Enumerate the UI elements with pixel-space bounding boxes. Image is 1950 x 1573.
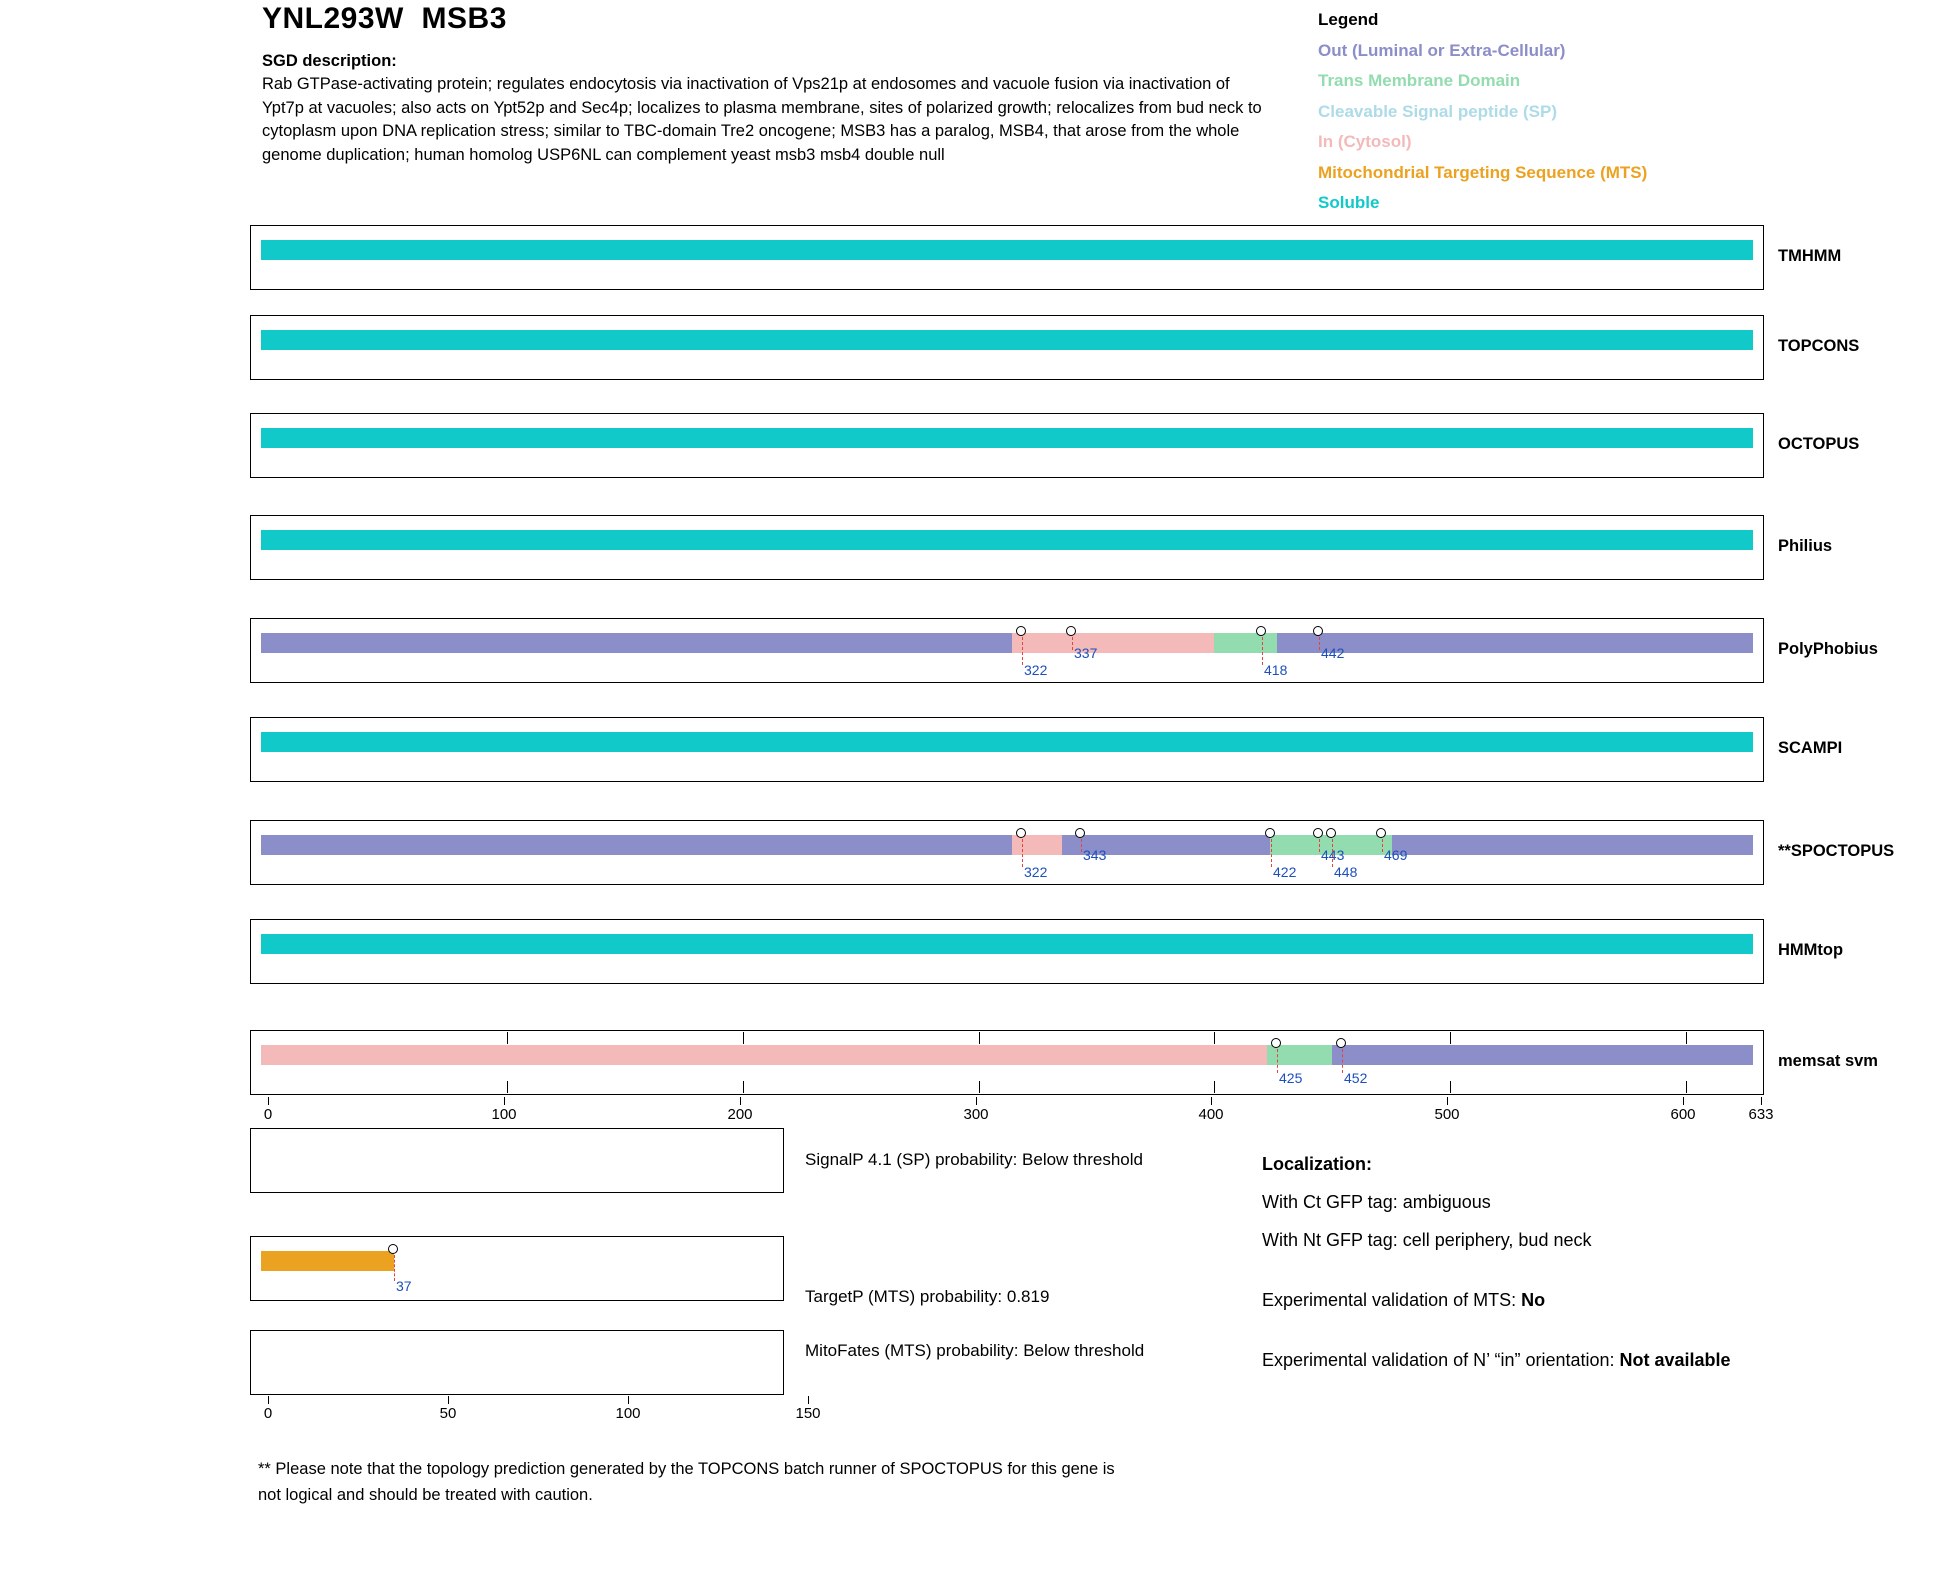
page-title: YNL293W MSB3 [262, 2, 507, 35]
track-philius [250, 515, 1764, 580]
legend [1318, 5, 1647, 219]
track-label-memsat-svm: memsat svm [1778, 1052, 1878, 1070]
track-hmmtop [250, 919, 1764, 984]
segment-out [1392, 835, 1753, 855]
mts-validation-value: No [1521, 1290, 1546, 1310]
marker-circle-icon [1313, 828, 1323, 838]
marker-label: 425 [1279, 1070, 1303, 1086]
segment-out [1332, 1045, 1753, 1065]
track-polyphobius [250, 618, 1764, 683]
axis-tick-label: 400 [1198, 1106, 1224, 1123]
axis-tick-label: 0 [263, 1106, 273, 1123]
segment-out [261, 633, 1012, 653]
marker-dash-icon [1022, 839, 1023, 867]
legend-item-in-cytosol: In (Cytosol) [1318, 132, 1412, 151]
marker-label: 448 [1334, 864, 1358, 880]
axis-inner-tick [1686, 1032, 1687, 1044]
marker-circle-icon [388, 1244, 398, 1254]
localization-ct-tag: With Ct GFP tag: ambiguous [1262, 1192, 1491, 1212]
axis-inner-tick [507, 1081, 508, 1093]
axis-tick [268, 1097, 269, 1105]
marker-label: 343 [1083, 847, 1107, 863]
axis-tick-label: 50 [439, 1405, 457, 1422]
marker-circle-icon [1075, 828, 1085, 838]
axis-tick [1211, 1097, 1212, 1105]
marker-dash-icon [1271, 839, 1272, 867]
residue-axis [250, 1097, 1774, 1127]
segment-in [1012, 633, 1214, 653]
axis-inner-tick [743, 1081, 744, 1093]
marker-label: 422 [1273, 864, 1297, 880]
soluble-bar [261, 934, 1753, 954]
axis-inner-tick [979, 1081, 980, 1093]
segment-transmembrane [1214, 633, 1277, 653]
marker-dash-icon [1382, 839, 1383, 852]
spoctopus-footnote: ** Please note that the topology prediction generated by the TOPCONS batch runner of SPOCTOPUS for this gene is not logical and should be treated with caution. [258, 1460, 1115, 1504]
axis-inner-tick [1686, 1081, 1687, 1093]
orientation-validation-value: Not available [1619, 1350, 1731, 1370]
axis-inner-tick [1214, 1081, 1215, 1093]
localization-title: Localization: [1262, 1154, 1373, 1174]
marker-circle-icon [1271, 1038, 1281, 1048]
mts-validation-label: Experimental validation of MTS: [1262, 1290, 1522, 1310]
axis-tick-label: 100 [615, 1405, 641, 1422]
marker-label: 442 [1321, 645, 1345, 661]
spacer [1262, 1319, 1882, 1341]
legend-title: Legend [1318, 10, 1379, 29]
marker-dash-icon [1081, 839, 1082, 852]
axis-tick-label: 200 [727, 1106, 753, 1123]
track-label-polyphobius: PolyPhobius [1778, 640, 1878, 658]
legend-item-mts: Mitochondrial Targeting Sequence (MTS) [1318, 162, 1648, 182]
soluble-bar [261, 240, 1753, 260]
marker-label: 469 [1384, 847, 1408, 863]
targetp-track [250, 1236, 784, 1301]
marker-circle-icon [1256, 626, 1266, 636]
marker-dash-icon [1277, 1049, 1278, 1073]
marker-label: 337 [1074, 645, 1098, 661]
marker-dash-icon [1319, 637, 1320, 650]
localization-panel [1262, 1145, 1882, 1379]
axis-inner-tick [743, 1032, 744, 1044]
legend-item-soluble: Soluble [1318, 193, 1380, 212]
segment-out [1277, 633, 1753, 653]
axis-tick-label: 633 [1748, 1106, 1774, 1123]
axis-tick [268, 1396, 269, 1404]
marker-dash-icon [1022, 637, 1023, 665]
marker-dash-icon [1262, 637, 1263, 665]
track-scampi [250, 717, 1764, 782]
axis-tick [1761, 1097, 1762, 1105]
localization-nt-tag: With Nt GFP tag: cell periphery, bud neck [1262, 1230, 1592, 1250]
targetp-probability-text: TargetP (MTS) probability: 0.819 [805, 1287, 1050, 1306]
axis-tick [808, 1396, 809, 1404]
marker-circle-icon [1376, 828, 1386, 838]
axis-inner-tick [507, 1032, 508, 1044]
marker-label: 322 [1024, 662, 1048, 678]
sgd-description-text: Rab GTPase-activating protein; regulates endocytosis via inactivation of Vps21p at endosomes and vacuole fusion via inactivation of Ypt7p at vacuoles; also acts on Ypt52p and Sec4p; localizes to plasma membrane, sites of polarized growth; relocalizes from bud neck to cytoplasm upon DNA replication stress; similar to TBC-domain Tre2 oncogene; MSB3 has a paralog, MSB4, that arose from the whole genome duplication; human homolog USP6NL can complement yeast msb3 msb4 double null [262, 75, 1262, 164]
marker-circle-icon [1336, 1038, 1346, 1048]
mitofates-track [250, 1330, 784, 1395]
legend-item-out: Out (Luminal or Extra-Cellular) [1318, 40, 1566, 60]
marker-dash-icon [394, 1255, 395, 1281]
track-label-spoctopus: **SPOCTOPUS [1778, 842, 1895, 860]
marker-circle-icon [1066, 626, 1076, 636]
signalp-track [250, 1128, 784, 1193]
axis-tick-label: 100 [491, 1106, 517, 1123]
axis-inner-tick [1450, 1032, 1451, 1044]
marker-label: 37 [396, 1278, 412, 1294]
marker-dash-icon [1332, 839, 1333, 867]
axis-inner-tick [1214, 1032, 1215, 1044]
mts-validation [1262, 1281, 1882, 1319]
legend-item-transmembrane: Trans Membrane Domain [1318, 71, 1521, 90]
soluble-bar [261, 428, 1753, 448]
segment-in [261, 1045, 1267, 1065]
marker-label: 452 [1344, 1070, 1368, 1086]
axis-tick [448, 1396, 449, 1404]
axis-tick-label: 150 [795, 1405, 821, 1422]
marker-circle-icon [1016, 626, 1026, 636]
axis-tick-label: 0 [263, 1405, 273, 1422]
soluble-bar [261, 330, 1753, 350]
track-tmhmm [250, 225, 1764, 290]
axis-inner-tick [1450, 1081, 1451, 1093]
segment-mts [261, 1251, 394, 1271]
segment-in [1012, 835, 1062, 855]
track-spoctopus [250, 820, 1764, 885]
orientation-validation [1262, 1341, 1882, 1379]
mitofates-probability-text: MitoFates (MTS) probability: Below threshold [805, 1341, 1145, 1360]
mts-axis [250, 1396, 821, 1426]
axis-tick [976, 1097, 977, 1105]
spacer [1262, 1259, 1882, 1281]
soluble-bar [261, 732, 1753, 752]
marker-dash-icon [1319, 839, 1320, 852]
marker-label: 418 [1264, 662, 1288, 678]
marker-dash-icon [1072, 637, 1073, 650]
marker-label: 443 [1321, 847, 1345, 863]
axis-inner-tick [979, 1032, 980, 1044]
track-octopus [250, 413, 1764, 478]
axis-tick [628, 1396, 629, 1404]
track-topcons [250, 315, 1764, 380]
marker-circle-icon [1265, 828, 1275, 838]
marker-circle-icon [1016, 828, 1026, 838]
track-label-octopus: OCTOPUS [1778, 435, 1860, 453]
marker-dash-icon [1342, 1049, 1343, 1073]
axis-tick-label: 300 [963, 1106, 989, 1123]
axis-tick [504, 1097, 505, 1105]
axis-tick-label: 500 [1434, 1106, 1460, 1123]
track-label-topcons: TOPCONS [1778, 337, 1860, 355]
track-label-scampi: SCAMPI [1778, 739, 1843, 757]
marker-circle-icon [1313, 626, 1323, 636]
track-label-tmhmm: TMHMM [1778, 247, 1842, 265]
orientation-validation-label: Experimental validation of N’ “in” orientation: [1262, 1350, 1620, 1370]
sgd-description-label: SGD description: [262, 52, 397, 70]
soluble-bar [261, 530, 1753, 550]
marker-circle-icon [1326, 828, 1336, 838]
axis-tick [1683, 1097, 1684, 1105]
axis-tick [1447, 1097, 1448, 1105]
track-label-philius: Philius [1778, 537, 1833, 555]
axis-tick [740, 1097, 741, 1105]
signalp-probability-text: SignalP 4.1 (SP) probability: Below threshold [805, 1150, 1143, 1169]
track-label-hmmtop: HMMtop [1778, 941, 1844, 959]
axis-tick-label: 600 [1670, 1106, 1696, 1123]
legend-item-signal-peptide: Cleavable Signal peptide (SP) [1318, 101, 1558, 121]
track-memsat-svm [250, 1030, 1764, 1095]
marker-label: 322 [1024, 864, 1048, 880]
segment-out [261, 835, 1012, 855]
